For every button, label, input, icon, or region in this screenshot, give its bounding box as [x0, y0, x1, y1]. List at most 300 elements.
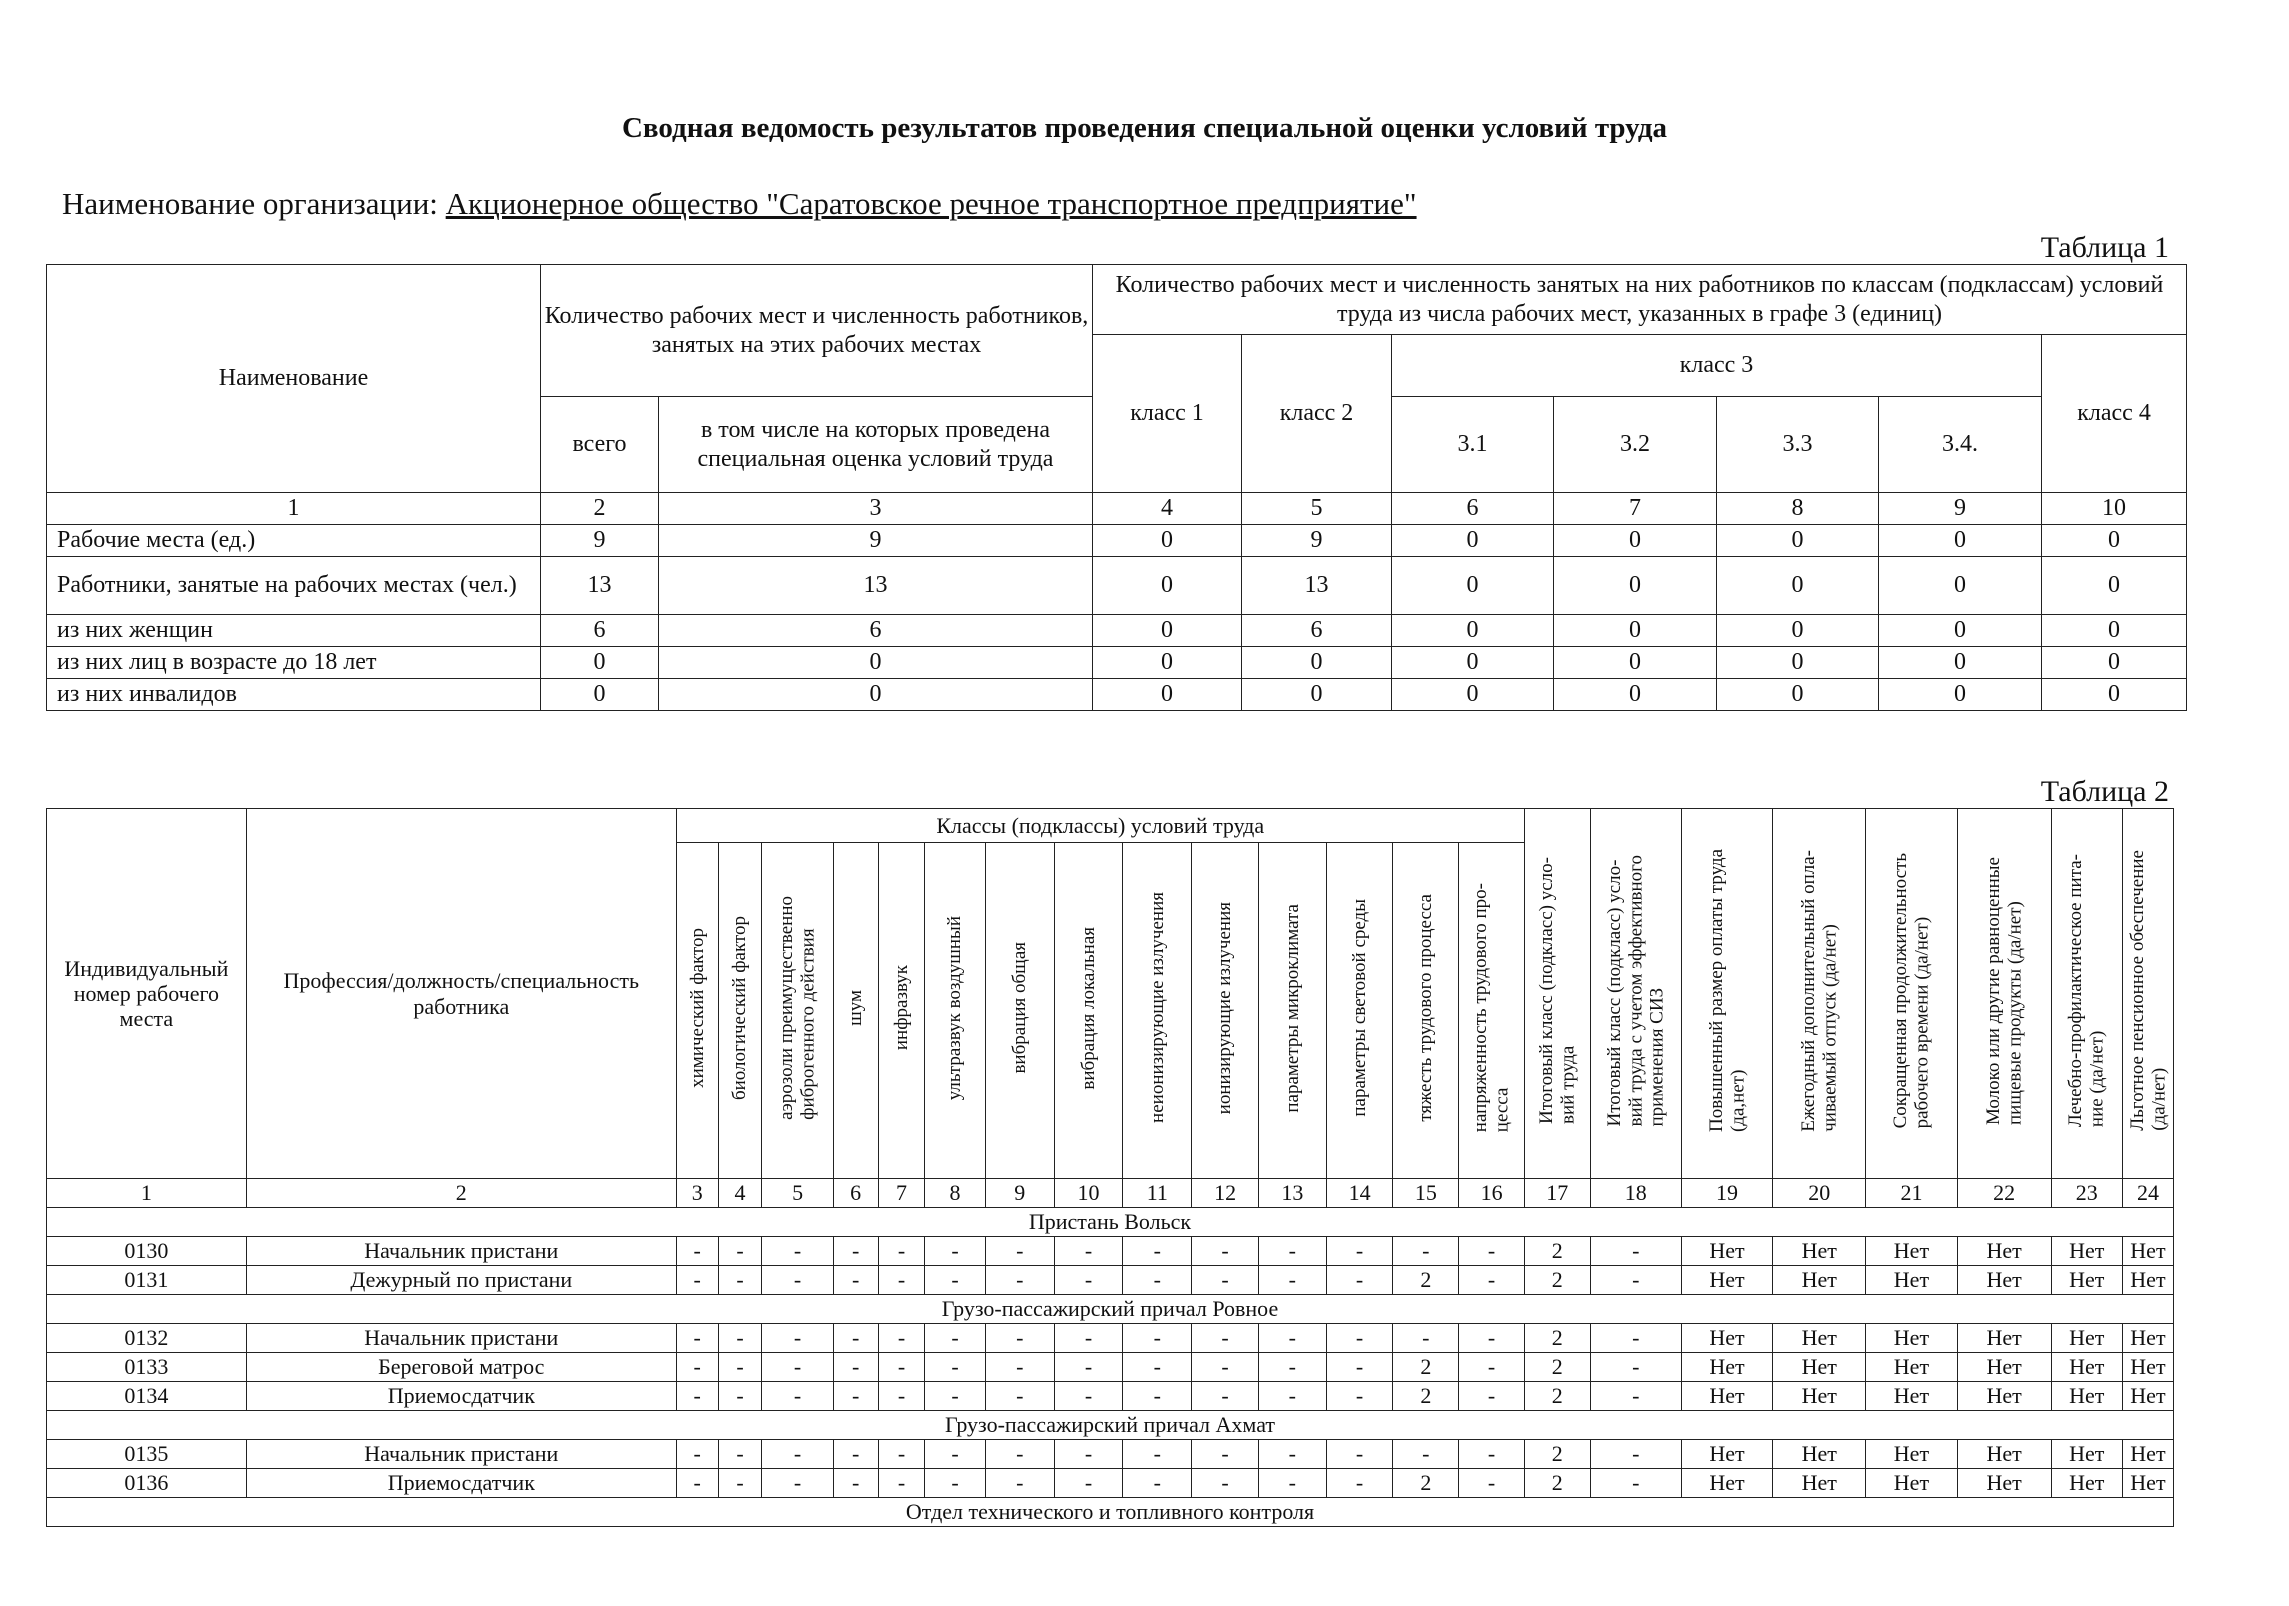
t2-row: [47, 1324, 2174, 1353]
t1-column-numbers-row: [47, 493, 2187, 525]
t2-cell: -: [718, 1440, 762, 1469]
t2-header-factor: [1326, 843, 1392, 1179]
t2-cell: 2: [1524, 1353, 1590, 1382]
t2-cell: -: [762, 1382, 833, 1411]
t2-header-factor: [718, 843, 762, 1179]
t1-cell: 0: [1242, 647, 1392, 679]
t2-cell: -: [1192, 1237, 1258, 1266]
t1-cell: 9: [541, 525, 659, 557]
t2-cell: Нет: [2122, 1353, 2173, 1382]
t2-workplace-id: 0135: [47, 1440, 247, 1469]
t1-header-classes-group: Количество рабочих мест и численность занятых на них работников по классам (подклассам) условий труда из числа рабочих мест, указанных в графе 3 (единиц): [1093, 265, 2187, 335]
t2-cell: 2: [1524, 1266, 1590, 1295]
t2-cell: -: [925, 1324, 985, 1353]
t2-cell: -: [833, 1440, 878, 1469]
t2-cell: -: [985, 1266, 1054, 1295]
t1-row-label: Работники, занятые на рабочих местах (чел.): [47, 557, 541, 615]
t2-cell: -: [1192, 1324, 1258, 1353]
t2-cell: -: [878, 1324, 925, 1353]
t2-cell: Нет: [1681, 1440, 1773, 1469]
t2-header-factor-label: напряженность трудового про- цесса: [1470, 883, 1513, 1133]
t2-cell: -: [1459, 1266, 1524, 1295]
t2-cell: -: [718, 1324, 762, 1353]
summary-table: [46, 264, 2187, 711]
t2-cell: Нет: [1957, 1353, 2051, 1382]
t2-cell: -: [1054, 1266, 1122, 1295]
t2-cell: 2: [1393, 1266, 1459, 1295]
t2-cell: 2: [1524, 1382, 1590, 1411]
t2-profession: Начальник пристани: [246, 1324, 676, 1353]
t2-col-number: 9: [985, 1179, 1054, 1208]
t2-cell: 2: [1393, 1353, 1459, 1382]
organization-label: Наименование организации:: [62, 186, 446, 221]
t2-cell: -: [878, 1353, 925, 1382]
t2-cell: Нет: [2122, 1469, 2173, 1498]
t2-cell: Нет: [2122, 1237, 2173, 1266]
t2-cell: -: [1590, 1440, 1681, 1469]
t1-cell: 0: [1392, 679, 1554, 711]
t2-cell: Нет: [1957, 1440, 2051, 1469]
t2-cell: -: [762, 1469, 833, 1498]
t2-col-number: 4: [718, 1179, 762, 1208]
t2-cell: -: [1590, 1266, 1681, 1295]
t1-header-class3-3: 3.3: [1717, 397, 1879, 493]
t1-col-number: 1: [47, 493, 541, 525]
t2-workplace-id: 0130: [47, 1237, 247, 1266]
t1-header-name: Наименование: [47, 265, 541, 493]
t2-header-factor: [833, 843, 878, 1179]
t2-cell: -: [1192, 1382, 1258, 1411]
t1-cell: 0: [1093, 557, 1242, 615]
t2-cell: -: [1054, 1324, 1122, 1353]
t1-cell: 9: [1242, 525, 1392, 557]
t2-cell: -: [925, 1353, 985, 1382]
t2-cell: -: [833, 1353, 878, 1382]
t2-profession: Приемосдатчик: [246, 1469, 676, 1498]
t1-cell: 0: [1554, 647, 1717, 679]
t2-cell: Нет: [1681, 1266, 1773, 1295]
t2-cell: -: [1054, 1353, 1122, 1382]
t1-cell: 0: [1392, 557, 1554, 615]
t2-cell: -: [833, 1237, 878, 1266]
t2-cell: -: [1393, 1324, 1459, 1353]
t1-cell: 0: [1879, 557, 2042, 615]
t1-cell: 0: [2042, 615, 2187, 647]
t2-header-factor-label: химический фактор: [686, 927, 708, 1088]
t2-cell: -: [925, 1469, 985, 1498]
t2-cell: Нет: [2122, 1266, 2173, 1295]
t1-cell: 0: [1717, 615, 1879, 647]
t2-col-number: 8: [925, 1179, 985, 1208]
t2-cell: -: [1590, 1237, 1681, 1266]
t2-cell: -: [1123, 1324, 1192, 1353]
t2-cell: Нет: [2051, 1266, 2122, 1295]
t1-col-number: 4: [1093, 493, 1242, 525]
t1-cell: 0: [1717, 679, 1879, 711]
t2-row: [47, 1469, 2174, 1498]
t2-header-profession: Профессия/должность/специальность работника: [246, 809, 676, 1179]
t2-cell: 2: [1524, 1469, 1590, 1498]
t2-col-number: 18: [1590, 1179, 1681, 1208]
t2-header-therapeutic-food: Лечебно-профилактическое пита- ние (да/нет): [2051, 809, 2122, 1179]
t2-cell: -: [1459, 1469, 1524, 1498]
t2-section-title: Грузо-пассажирский причал Ахмат: [47, 1411, 2174, 1440]
t2-cell: -: [1123, 1440, 1192, 1469]
t2-section-title: Отдел технического и топливного контроля: [47, 1498, 2174, 1527]
t2-cell: -: [676, 1237, 718, 1266]
t2-header-factor-label: параметры световой среды: [1348, 899, 1370, 1117]
t2-cell: -: [718, 1237, 762, 1266]
table2-caption: Таблица 2: [2040, 775, 2169, 808]
t2-cell: -: [1258, 1353, 1326, 1382]
t2-section-title: Пристань Вольск: [47, 1208, 2174, 1237]
t2-cell: -: [1192, 1469, 1258, 1498]
t2-cell: -: [1192, 1353, 1258, 1382]
t2-header-factor: [985, 843, 1054, 1179]
t2-header-factor: [676, 843, 718, 1179]
t2-cell: -: [1326, 1266, 1392, 1295]
t2-cell: -: [1192, 1440, 1258, 1469]
t2-cell: -: [1123, 1353, 1192, 1382]
t1-cell: 0: [1879, 615, 2042, 647]
t2-col-number: 13: [1258, 1179, 1326, 1208]
t2-cell: -: [1326, 1353, 1392, 1382]
t1-cell: 0: [1554, 557, 1717, 615]
t2-cell: -: [1258, 1237, 1326, 1266]
t1-cell: 0: [1093, 525, 1242, 557]
t2-header-factor-label: аэрозоли преимущественно фиброгенного действия: [776, 895, 819, 1120]
t2-cell: -: [762, 1237, 833, 1266]
t2-cell: Нет: [1681, 1469, 1773, 1498]
t1-cell: 0: [1093, 679, 1242, 711]
t2-cell: Нет: [1957, 1382, 2051, 1411]
t2-row: [47, 1266, 2174, 1295]
t2-cell: -: [833, 1266, 878, 1295]
t2-profession: Начальник пристани: [246, 1440, 676, 1469]
t1-cell: 0: [1717, 647, 1879, 679]
t2-profession: Береговой матрос: [246, 1353, 676, 1382]
t1-header-count-group: Количество рабочих мест и численность работников, занятых на этих рабочих местах: [541, 265, 1093, 397]
t1-header-class3: класс 3: [1392, 335, 2042, 397]
t2-cell: Нет: [2051, 1382, 2122, 1411]
t2-row: [47, 1237, 2174, 1266]
t2-header-factor-label: инфразвук: [890, 965, 912, 1051]
t2-cell: -: [718, 1353, 762, 1382]
t2-header-factor-label: вибрация локальная: [1077, 926, 1099, 1090]
t2-cell: -: [1326, 1324, 1392, 1353]
t2-cell: Нет: [1773, 1382, 1866, 1411]
t2-cell: Нет: [1957, 1324, 2051, 1353]
t2-cell: 2: [1524, 1324, 1590, 1353]
t2-cell: -: [1258, 1469, 1326, 1498]
t2-cell: -: [1459, 1353, 1524, 1382]
t2-col-number: 10: [1054, 1179, 1122, 1208]
t2-cell: -: [718, 1266, 762, 1295]
t1-col-number: 7: [1554, 493, 1717, 525]
t2-cell: -: [878, 1440, 925, 1469]
t2-section-row: [47, 1295, 2174, 1324]
t2-cell: Нет: [1773, 1353, 1866, 1382]
t2-cell: 2: [1393, 1382, 1459, 1411]
t1-cell: 6: [541, 615, 659, 647]
t2-section-row: [47, 1498, 2174, 1527]
t2-col-number: 20: [1773, 1179, 1866, 1208]
t1-col-number: 9: [1879, 493, 2042, 525]
t2-cell: -: [878, 1266, 925, 1295]
t2-workplace-id: 0134: [47, 1382, 247, 1411]
t2-workplace-id: 0132: [47, 1324, 247, 1353]
t1-cell: 0: [1879, 679, 2042, 711]
t2-col-number: 2: [246, 1179, 676, 1208]
t2-col-number: 6: [833, 1179, 878, 1208]
t2-workplace-id: 0133: [47, 1353, 247, 1382]
t2-workplace-id: 0136: [47, 1469, 247, 1498]
t2-section-row: [47, 1411, 2174, 1440]
t2-cell: Нет: [1773, 1266, 1866, 1295]
t1-row-label: из них лиц в возрасте до 18 лет: [47, 647, 541, 679]
t1-header-class3-2: 3.2: [1554, 397, 1717, 493]
t1-header-assessed: в том числе на которых проведена специальная оценка условий труда: [659, 397, 1093, 493]
t1-col-number: 10: [2042, 493, 2187, 525]
t1-cell: 0: [1093, 647, 1242, 679]
t2-cell: Нет: [1957, 1469, 2051, 1498]
t1-header-class3-4: 3.4.: [1879, 397, 2042, 493]
t2-cell: Нет: [2051, 1237, 2122, 1266]
t1-cell: 0: [1392, 525, 1554, 557]
t2-cell: Нет: [1866, 1382, 1958, 1411]
t2-col-number: 16: [1459, 1179, 1524, 1208]
t2-cell: -: [1326, 1382, 1392, 1411]
t2-header-factor: [1393, 843, 1459, 1179]
t2-profession: Приемосдатчик: [246, 1382, 676, 1411]
t2-cell: -: [1123, 1382, 1192, 1411]
t1-row: [47, 615, 2187, 647]
t2-col-number: 22: [1957, 1179, 2051, 1208]
t1-col-number: 6: [1392, 493, 1554, 525]
organization-line: [62, 186, 1417, 222]
t2-cell: Нет: [1866, 1469, 1958, 1498]
t2-cell: -: [985, 1469, 1054, 1498]
t2-cell: -: [1459, 1440, 1524, 1469]
t2-cell: -: [676, 1324, 718, 1353]
t2-col-number: 23: [2051, 1179, 2122, 1208]
t2-workplace-id: 0131: [47, 1266, 247, 1295]
t2-header-milk: Молоко или другие равноценные пищевые продукты (да/нет): [1957, 809, 2051, 1179]
t2-header-factor-label: неионизирующие излучения: [1146, 892, 1168, 1124]
t1-header-class3-1: 3.1: [1392, 397, 1554, 493]
t2-cell: -: [1123, 1237, 1192, 1266]
t2-cell: -: [1258, 1266, 1326, 1295]
t2-header-factor-label: тяжесть трудового процесса: [1415, 894, 1437, 1122]
t2-cell: -: [1393, 1237, 1459, 1266]
t2-cell: -: [985, 1382, 1054, 1411]
t2-header-reduced-hours: Сокращенная продолжительность рабочего времени (да/нет): [1866, 809, 1958, 1179]
t2-header-factor: [1192, 843, 1258, 1179]
t2-header-factor: [1258, 843, 1326, 1179]
t2-cell: -: [1123, 1469, 1192, 1498]
t2-cell: -: [762, 1353, 833, 1382]
t1-cell: 13: [659, 557, 1093, 615]
t1-header-class1: класс 1: [1093, 335, 1242, 493]
t2-cell: Нет: [2051, 1324, 2122, 1353]
t1-col-number: 8: [1717, 493, 1879, 525]
t1-cell: 0: [1242, 679, 1392, 711]
t2-cell: -: [1459, 1237, 1524, 1266]
t2-cell: -: [1459, 1324, 1524, 1353]
t2-cell: Нет: [2122, 1382, 2173, 1411]
t1-row-label: из них инвалидов: [47, 679, 541, 711]
t2-col-number: 14: [1326, 1179, 1392, 1208]
t2-header-factor: [1054, 843, 1122, 1179]
t2-cell: -: [1590, 1324, 1681, 1353]
t2-col-number: 15: [1393, 1179, 1459, 1208]
t2-cell: -: [1326, 1440, 1392, 1469]
t2-cell: Нет: [1681, 1382, 1773, 1411]
t2-section-row: [47, 1208, 2174, 1237]
t1-cell: 0: [2042, 647, 2187, 679]
t1-row: [47, 525, 2187, 557]
t2-cell: 2: [1393, 1469, 1459, 1498]
t2-cell: -: [925, 1440, 985, 1469]
t2-cell: 2: [1524, 1440, 1590, 1469]
t1-row: [47, 679, 2187, 711]
t2-profession: Дежурный по пристани: [246, 1266, 676, 1295]
t2-header-factor: [1459, 843, 1524, 1179]
t2-cell: -: [1590, 1469, 1681, 1498]
t2-col-number: 11: [1123, 1179, 1192, 1208]
t2-cell: -: [878, 1382, 925, 1411]
t2-cell: Нет: [1957, 1237, 2051, 1266]
t2-header-final-class: Итоговый класс (подкласс) усло- вий труда: [1524, 809, 1590, 1179]
t2-col-number: 19: [1681, 1179, 1773, 1208]
t2-cell: -: [878, 1237, 925, 1266]
t2-cell: -: [985, 1353, 1054, 1382]
t1-cell: 0: [1717, 525, 1879, 557]
t2-cell: -: [1054, 1237, 1122, 1266]
t1-cell: 0: [1093, 615, 1242, 647]
t1-cell: 0: [1554, 679, 1717, 711]
t2-header-factor-label: шум: [845, 989, 867, 1026]
t2-cell: Нет: [2051, 1353, 2122, 1382]
t2-cell: -: [1459, 1382, 1524, 1411]
t2-header-factor: [762, 843, 833, 1179]
t2-col-number: 21: [1866, 1179, 1958, 1208]
t2-profession: Начальник пристани: [246, 1237, 676, 1266]
t2-cell: -: [676, 1353, 718, 1382]
t2-cell: -: [925, 1382, 985, 1411]
t2-cell: Нет: [1866, 1324, 1958, 1353]
t2-cell: Нет: [2122, 1324, 2173, 1353]
t2-cell: -: [1258, 1382, 1326, 1411]
t2-col-number: 3: [676, 1179, 718, 1208]
t2-row: [47, 1353, 2174, 1382]
t2-cell: -: [1590, 1353, 1681, 1382]
t2-header-factor-label: вибрация общая: [1009, 942, 1031, 1074]
t1-cell: 0: [1554, 615, 1717, 647]
t1-cell: 9: [659, 525, 1093, 557]
t2-header-final-class-siz: Итоговый класс (подкласс) усло- вий труда с учетом эффективного применения СИЗ: [1590, 809, 1681, 1179]
t1-cell: 0: [1554, 525, 1717, 557]
t2-col-number: 17: [1524, 1179, 1590, 1208]
t1-cell: 0: [1879, 525, 2042, 557]
t2-header-id: Индивидуальный номер рабочего места: [47, 809, 247, 1179]
t2-header-factor-label: ионизирующие излучения: [1214, 901, 1236, 1115]
t1-cell: 0: [1392, 647, 1554, 679]
t1-cell: 6: [659, 615, 1093, 647]
t2-cell: -: [878, 1469, 925, 1498]
t1-cell: 0: [541, 647, 659, 679]
t2-cell: -: [676, 1440, 718, 1469]
t2-cell: -: [676, 1469, 718, 1498]
t1-cell: 0: [2042, 525, 2187, 557]
t2-cell: -: [1326, 1469, 1392, 1498]
t2-cell: -: [833, 1324, 878, 1353]
t2-cell: -: [762, 1266, 833, 1295]
t2-cell: -: [833, 1469, 878, 1498]
t2-col-number: 7: [878, 1179, 925, 1208]
t2-section-title: Грузо-пассажирский причал Ровное: [47, 1295, 2174, 1324]
t1-header-class2: класс 2: [1242, 335, 1392, 493]
t2-header-extra-leave: Ежегодный дополнительный опла- чиваемый отпуск (да/нет): [1773, 809, 1866, 1179]
t1-col-number: 2: [541, 493, 659, 525]
t2-cell: -: [1192, 1266, 1258, 1295]
t2-cell: -: [676, 1266, 718, 1295]
t2-cell: Нет: [1773, 1440, 1866, 1469]
t2-header-factor: [1123, 843, 1192, 1179]
t1-cell: 0: [1392, 615, 1554, 647]
document-title: Сводная ведомость результатов проведения специальной оценки условий труда: [621, 112, 1668, 144]
t2-col-number: 12: [1192, 1179, 1258, 1208]
t1-cell: 0: [2042, 557, 2187, 615]
t2-col-number: 5: [762, 1179, 833, 1208]
t2-header-increased-pay: Повышенный размер оплаты труда (да,нет): [1681, 809, 1773, 1179]
t2-cell: Нет: [1866, 1266, 1958, 1295]
t2-row: [47, 1440, 2174, 1469]
t2-cell: 2: [1524, 1237, 1590, 1266]
t1-cell: 0: [1879, 647, 2042, 679]
t2-cell: -: [1590, 1382, 1681, 1411]
t2-cell: -: [676, 1382, 718, 1411]
t1-row: [47, 647, 2187, 679]
organization-name: Акционерное общество "Саратовское речное транспортное предприятие": [445, 186, 1417, 221]
t1-cell: 0: [659, 647, 1093, 679]
t2-cell: Нет: [2051, 1469, 2122, 1498]
t2-cell: Нет: [2122, 1440, 2173, 1469]
t1-row: [47, 557, 2187, 615]
t2-cell: -: [925, 1237, 985, 1266]
t2-cell: -: [985, 1324, 1054, 1353]
t2-col-number: 1: [47, 1179, 247, 1208]
t2-cell: Нет: [1866, 1237, 1958, 1266]
t2-header-factor-label: ультразвук воздушный: [944, 915, 966, 1100]
t1-cell: 6: [1242, 615, 1392, 647]
t2-cell: Нет: [1681, 1237, 1773, 1266]
t1-cell: 0: [659, 679, 1093, 711]
t2-cell: Нет: [1773, 1469, 1866, 1498]
t1-header-class4: класс 4: [2042, 335, 2187, 493]
t2-cell: Нет: [1773, 1324, 1866, 1353]
t1-row-label: Рабочие места (ед.): [47, 525, 541, 557]
t1-col-number: 5: [1242, 493, 1392, 525]
t2-cell: -: [1258, 1440, 1326, 1469]
t2-cell: -: [1054, 1469, 1122, 1498]
t2-cell: -: [1258, 1324, 1326, 1353]
t2-row: [47, 1382, 2174, 1411]
t1-col-number: 3: [659, 493, 1093, 525]
t2-cell: Нет: [1773, 1237, 1866, 1266]
t2-cell: -: [1123, 1266, 1192, 1295]
t2-cell: -: [762, 1324, 833, 1353]
